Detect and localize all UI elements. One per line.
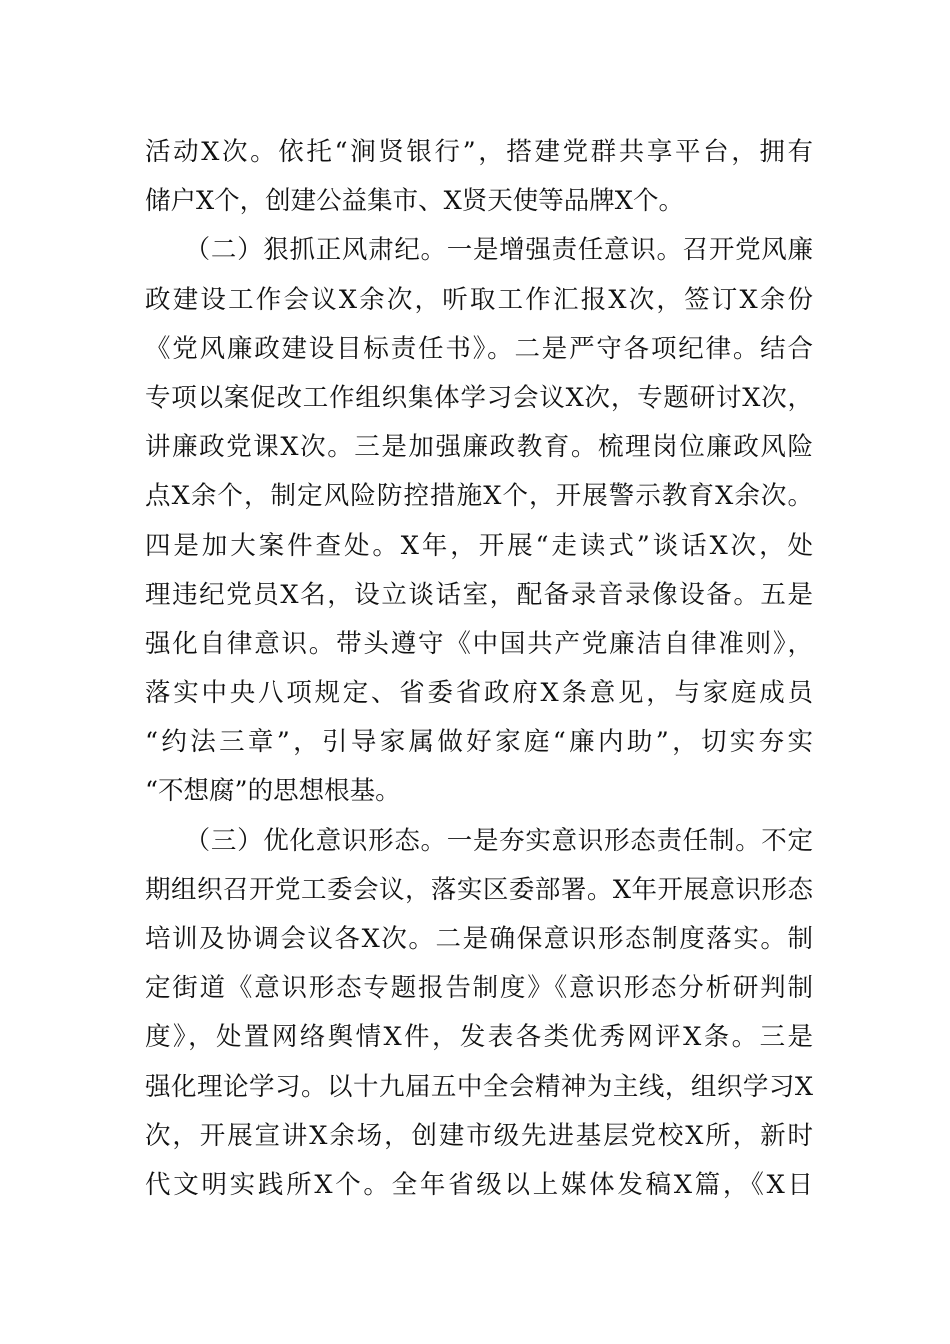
- text-line: 定街道《意识形态专题报告制度》《意识形态分析研判制: [145, 973, 813, 1004]
- text-line: “约法三章”，引导家属做好家庭“廉内助”，切实夯实: [145, 727, 813, 758]
- text-line: 讲廉政党课X次。三是加强廉政教育。梳理岗位廉政风险: [145, 432, 813, 463]
- text-line: （二）狠抓正风肃纪。一是增强责任意识。召开党风廉: [145, 235, 813, 266]
- text-line: 政建设工作会议X余次，听取工作汇报X次，签订X余份: [145, 284, 813, 315]
- text-line: 期组织召开党工委会议，落实区委部署。X年开展意识形态: [145, 874, 813, 905]
- text-line: 强化理论学习。以十九届五中全会精神为主线，组织学习X: [145, 1071, 813, 1102]
- text-line: 强化自律意识。带头遵守《中国共产党廉洁自律准则》，: [145, 628, 813, 659]
- text-line: 理违纪党员X名，设立谈话室，配备录音录像设备。五是: [145, 579, 813, 610]
- text-line: 点X余个，制定风险防控措施X个，开展警示教育X余次。: [145, 481, 813, 512]
- text-line: 四是加大案件查处。X年，开展“走读式”谈话X次，处: [145, 530, 813, 561]
- text-line: 落实中央八项规定、省委省政府X条意见，与家庭成员: [145, 678, 813, 709]
- text-line: 培训及协调会议各X次。二是确保意识形态制度落实。制: [145, 924, 813, 954]
- text-line: （三）优化意识形态。一是夯实意识形态责任制。不定: [145, 825, 813, 856]
- text-line: 储户X个，创建公益集市、X贤天使等品牌X个。: [145, 186, 684, 217]
- text-line: 次，开展宣讲X余场，创建市级先进基层党校X所，新时: [145, 1120, 813, 1151]
- text-line: 专项以案促改工作组织集体学习会议X次，专题研讨X次，: [145, 382, 813, 413]
- text-line: 活动X次。依托“涧贤银行”，搭建党群共享平台，拥有: [145, 137, 813, 167]
- text-line: 度》，处置网络舆情X件，发表各类优秀网评X条。三是: [145, 1022, 813, 1053]
- text-line: 《党风廉政建设目标责任书》。二是严守各项纪律。结合: [145, 333, 813, 364]
- text-line: 代文明实践所X个。全年省级以上媒体发稿X篇，《X日: [145, 1169, 813, 1200]
- text-line: “不想腐”的思想根基。: [145, 776, 401, 807]
- body-text: [145, 128, 813, 1210]
